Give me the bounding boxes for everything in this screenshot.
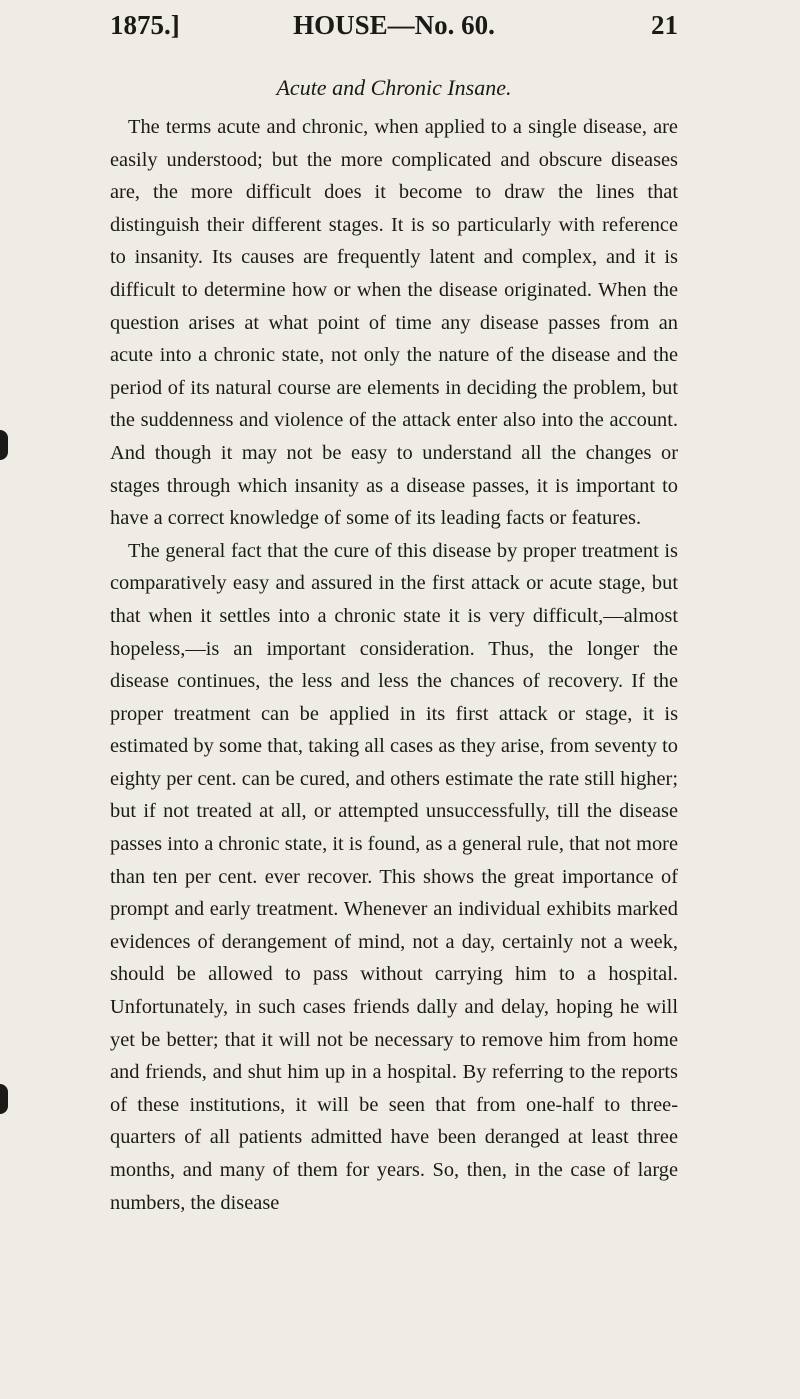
header-year: 1875.]	[110, 10, 180, 40]
body-text	[110, 111, 678, 1219]
page-number: 21	[651, 10, 678, 40]
paragraph: The terms acute and chronic, when applied to a single disease, are easily understood; but the more complicated and obscure diseases are, the more difficult does it become to draw the lines that distinguish their different stages. It is so particularly with reference to insanity. Its causes are frequently latent and complex, and it is difficult to determine how or when the disease originated. When the question arises at what point of time any disease passes from an acute into a chronic state, not only the nature of the disease and the period of its natural course are elements in deciding the problem, but the suddenness and violence of the attack enter also into the account. And though it may not be easy to understand all the changes or stages through which insanity as a disease passes, it is important to have a correct knowledge of some of its leading facts or features.	[110, 116, 678, 530]
margin-mark	[0, 1084, 8, 1114]
paragraph: The general fact that the cure of this disease by proper treatment is comparatively easy and assured in the first attack or acute stage, but that when it settles into a chronic state it is very difficult,—almost hopeless,—is an important consideration. Thus, the longer the disease continues, the less and less the chances of recovery. If the proper treatment can be applied in its first attack or stage, it is estimated by some that, taking all cases as they arise, from seventy to eighty per cent. can be cured, and others estimate the rate still higher; but if not treated at all, or attempted unsuccessfully, till the disease passes into a chronic state, it is found, as a general rule, that not more than ten per cent. ever recover. This shows the great importance of prompt and early treatment. Whenever an individual exhibits marked evidences of derangement of mind, not a day, certainly not a week, should be allowed to pass without carrying him to a hospital. Unfortunately, in such cases friends dally and delay, hoping he will yet be better; that it will not be necessary to remove him from home and friends, and shut him up in a hospital. By referring to the reports of these institutions, it will be seen that from one-half to three-quarters of all patients admitted have been deranged at least three months, and many of them for years. So, then, in the case of large numbers, the disease	[110, 539, 678, 1214]
header-document: HOUSE—No. 60.	[293, 10, 495, 40]
running-header	[110, 10, 678, 50]
section-title: Acute and Chronic Insane.	[276, 75, 512, 100]
margin-mark	[0, 430, 8, 460]
